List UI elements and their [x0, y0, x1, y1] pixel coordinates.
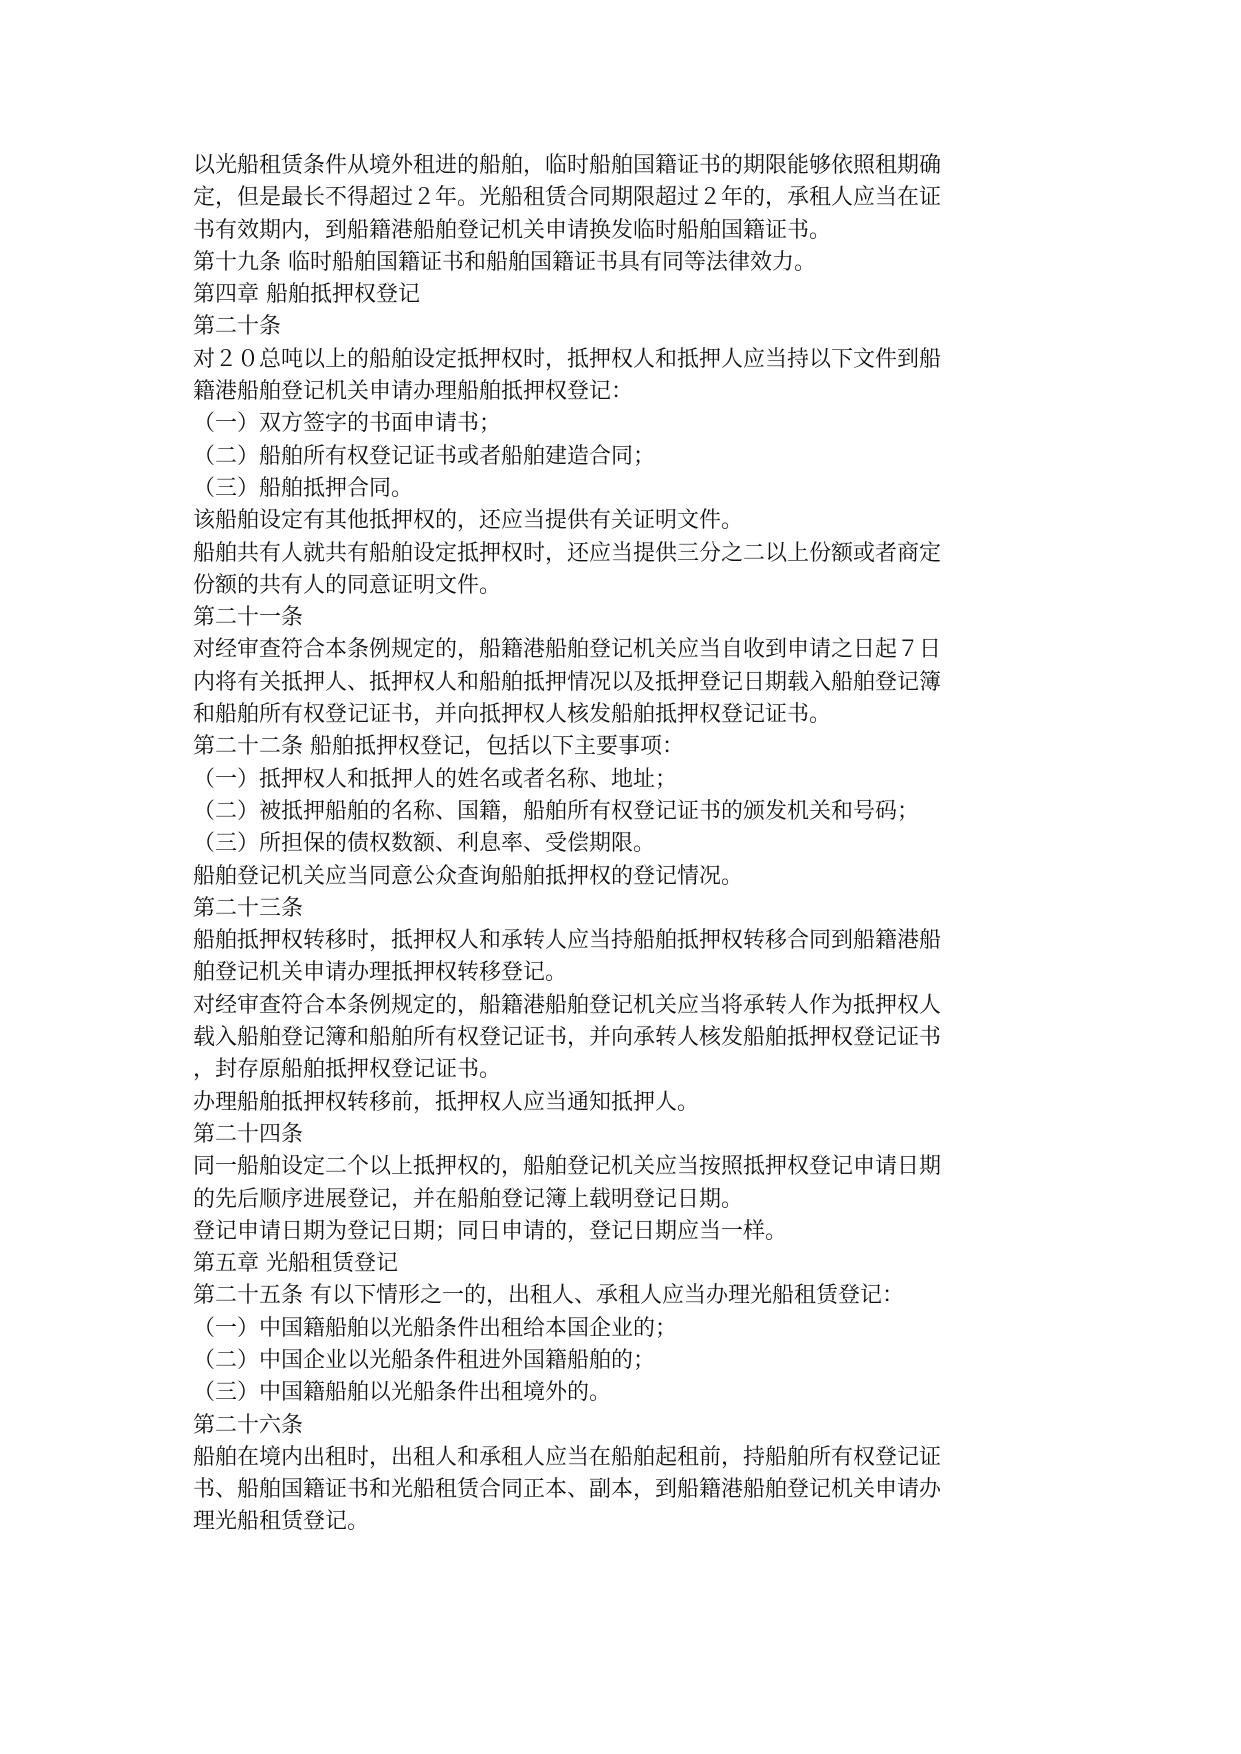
document-body: [193, 150, 1053, 1539]
list-item: （三）船舶抵押合同。: [193, 475, 414, 501]
text-line: 船舶在境内出租时，出租人和承租人应当在船舶起租前，持船舶所有权登记证: [193, 1444, 942, 1470]
chapter-heading: 第五章 光船租赁登记: [193, 1251, 398, 1277]
article-heading: 第二十六条: [193, 1412, 304, 1438]
text-line: 内将有关抵押人、抵押权人和船舶抵押情况以及抵押登记日期载入船舶登记簿: [193, 669, 942, 695]
text-line: 对经审查符合本条例规定的，船籍港船舶登记机关应当自收到申请之日起７日: [193, 637, 942, 663]
text-line: 以光船租赁条件从境外租进的船舶，临时船舶国籍证书的期限能够依照租期确: [193, 153, 942, 178]
text-line: 定，但是最长不得超过２年。光船租赁合同期限超过２年的，承租人应当在证: [193, 185, 942, 211]
text-line: 办理船舶抵押权转移前，抵押权人应当通知抵押人。: [193, 1089, 700, 1115]
text-line: 的先后顺序进展登记，并在船舶登记簿上载明登记日期。: [193, 1186, 744, 1212]
article-heading: 第二十三条: [193, 895, 304, 921]
list-item: （二）船舶所有权登记证书或者船舶建造合同；: [193, 443, 656, 469]
text-line: 书、船舶国籍证书和光船租赁合同正本、副本，到船籍港船舶登记机关申请办: [193, 1477, 942, 1503]
article-heading: 第二十五条 有以下情形之一的，出租人、承租人应当办理光船租赁登记：: [193, 1283, 904, 1309]
text-line: 份额的共有人的同意证明文件。: [193, 572, 502, 598]
text-line: 登记申请日期为登记日期；同日申请的，登记日期应当一样。: [193, 1218, 788, 1244]
article-heading: 第二十二条 船舶抵押权登记，包括以下主要事项：: [193, 734, 684, 760]
list-item: （一）抵押权人和抵押人的姓名或者名称、地址；: [193, 766, 678, 792]
text-line: ，封存原船舶抵押权登记证书。: [193, 1057, 502, 1083]
article-heading: 第十九条 临时船舶国籍证书和船舶国籍证书具有同等法律效力。: [193, 249, 816, 275]
text-line: 籍港船舶登记机关申请办理船舶抵押权登记：: [193, 379, 634, 405]
article-heading: 第二十条: [193, 314, 282, 340]
text-line: 船舶共有人就共有船舶设定抵押权时，还应当提供三分之二以上份额或者商定: [193, 540, 942, 566]
text-line: 船舶登记机关应当同意公众查询船舶抵押权的登记情况。: [193, 863, 744, 889]
list-item: （三）所担保的债权数额、利息率、受偿期限。: [193, 831, 656, 857]
list-item: （一）中国籍船舶以光船条件出租给本国企业的；: [193, 1315, 678, 1341]
text-line: 和船舶所有权登记证书，并向抵押权人核发船舶抵押权登记证书。: [193, 702, 832, 728]
text-line: 舶登记机关申请办理抵押权转移登记。: [193, 960, 568, 986]
text-line: 船舶抵押权转移时，抵押权人和承转人应当持船舶抵押权转移合同到船籍港船: [193, 928, 942, 954]
article-heading: 第二十一条: [193, 605, 304, 631]
text-line: 载入船舶登记簿和船舶所有权登记证书，并向承转人核发船舶抵押权登记证书: [193, 1025, 942, 1051]
list-item: （二）中国企业以光船条件租进外国籍船舶的；: [193, 1347, 656, 1373]
text-line: 对２０总吨以上的船舶设定抵押权时，抵押权人和抵押人应当持以下文件到船: [193, 346, 942, 372]
list-item: （二）被抵押船舶的名称、国籍，船舶所有权登记证书的颁发机关和号码；: [193, 798, 920, 824]
chapter-heading: 第四章 船舶抵押权登记: [193, 282, 420, 308]
article-heading: 第二十四条: [193, 1121, 304, 1147]
text-line: 对经审查符合本条例规定的，船籍港船舶登记机关应当将承转人作为抵押权人: [193, 992, 942, 1018]
text-line: 理光船租赁登记。: [193, 1509, 370, 1535]
text-line: 该船舶设定有其他抵押权的，还应当提供有关证明文件。: [193, 508, 744, 534]
list-item: （三）中国籍船舶以光船条件出租境外的。: [193, 1380, 612, 1406]
text-line: 书有效期内，到船籍港船舶登记机关申请换发临时船舶国籍证书。: [193, 217, 832, 243]
list-item: （一）双方签字的书面申请书；: [193, 411, 502, 437]
text-line: 同一船舶设定二个以上抵押权的，船舶登记机关应当按照抵押权登记申请日期: [193, 1154, 942, 1180]
